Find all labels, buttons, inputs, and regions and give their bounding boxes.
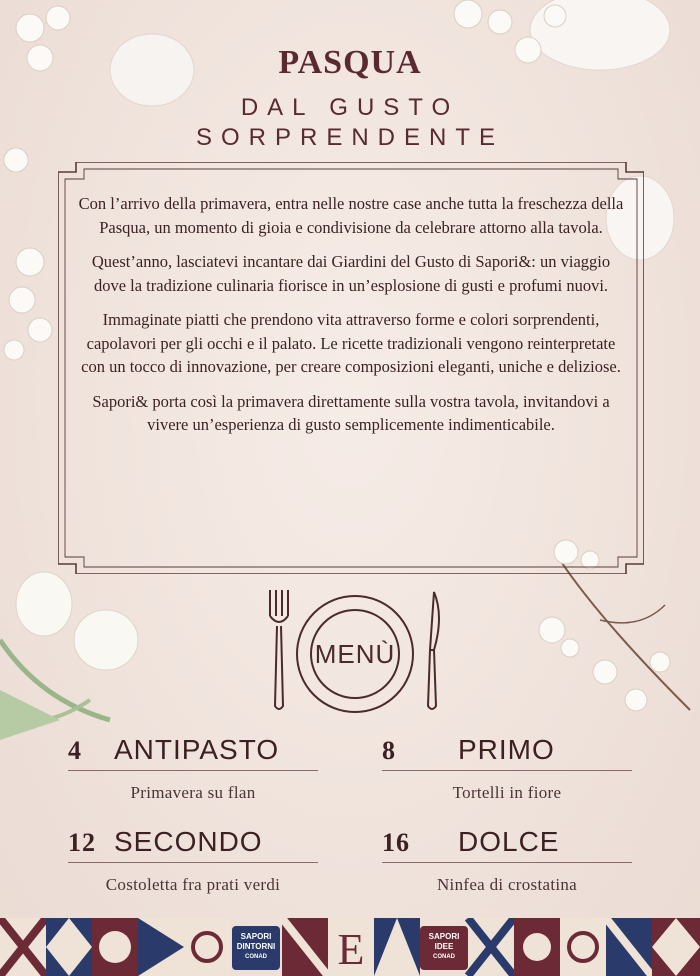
tulips-bottom-left xyxy=(0,572,138,740)
subtitle-line-2: SORPRENDENTE xyxy=(195,124,505,151)
course-page-number: 4 xyxy=(68,736,82,765)
course-dish: Tortelli in fiore xyxy=(452,783,562,802)
page-title: PASQUA xyxy=(278,44,422,81)
subtitle-line-1: DAL GUSTO xyxy=(240,94,460,121)
course-antipasto[interactable] xyxy=(68,734,318,803)
course-dish: Primavera su flan xyxy=(130,783,256,802)
intro-paragraph-3: Immaginate piatti che prendono vita attraverso forme e colori sorprendenti, capolavori per gli occhi e il palato. Le ricette tradizionali vengono reinterpretate con un tocco di innovazione, per creare composizioni eleganti, uniche e deliziose. xyxy=(81,310,621,376)
intro-text xyxy=(78,192,624,448)
course-page-number: 8 xyxy=(382,736,396,765)
decorative-tile-footer xyxy=(0,918,700,976)
course-dish: Costoletta fra prati verdi xyxy=(105,875,281,894)
course-name: PRIMO xyxy=(458,734,555,765)
divider xyxy=(68,770,318,771)
tile-pattern xyxy=(0,918,700,976)
course-page-number: 12 xyxy=(68,828,96,857)
intro-paragraph-2: Quest’anno, lasciatevi incantare dai Giardini del Gusto di Sapori&: un viaggio dove la tradizione culinaria fiorisce in un’esplosione di gusti e profumi nuovi. xyxy=(91,252,611,295)
menu-label: MENÙ xyxy=(314,639,396,669)
course-name: DOLCE xyxy=(458,826,560,857)
course-secondo[interactable] xyxy=(68,826,318,895)
course-primo[interactable] xyxy=(382,734,632,803)
course-name: ANTIPASTO xyxy=(114,734,280,765)
intro-paragraph-1: Con l’arrivo della primavera, entra nelle nostre case anche tutta la freschezza della Pasqua, un momento di gioia e condivisione da celebrare attorno alla tavola. xyxy=(78,194,624,237)
divider xyxy=(382,862,632,863)
course-dish: Ninfea di crostatina xyxy=(436,875,578,894)
sapori-idee-logo: SAPORI IDEE CONAD xyxy=(420,926,468,970)
course-dolce[interactable] xyxy=(382,826,632,895)
sapori-dintorni-logo: SAPORI DINTORNI CONAD xyxy=(232,926,280,970)
course-page-number: 16 xyxy=(382,828,410,857)
divider xyxy=(382,770,632,771)
menu-emblem xyxy=(262,586,448,718)
intro-paragraph-4: Sapori& porta così la primavera direttamente sulla vostra tavola, invitandovi a vivere un’esperienza di gusto semplicemente indimenticabile. xyxy=(92,391,610,434)
svg-text:E: E xyxy=(337,925,365,974)
course-name: SECONDO xyxy=(114,826,263,857)
divider xyxy=(68,862,318,863)
fork-plate-knife-icon xyxy=(262,586,448,718)
